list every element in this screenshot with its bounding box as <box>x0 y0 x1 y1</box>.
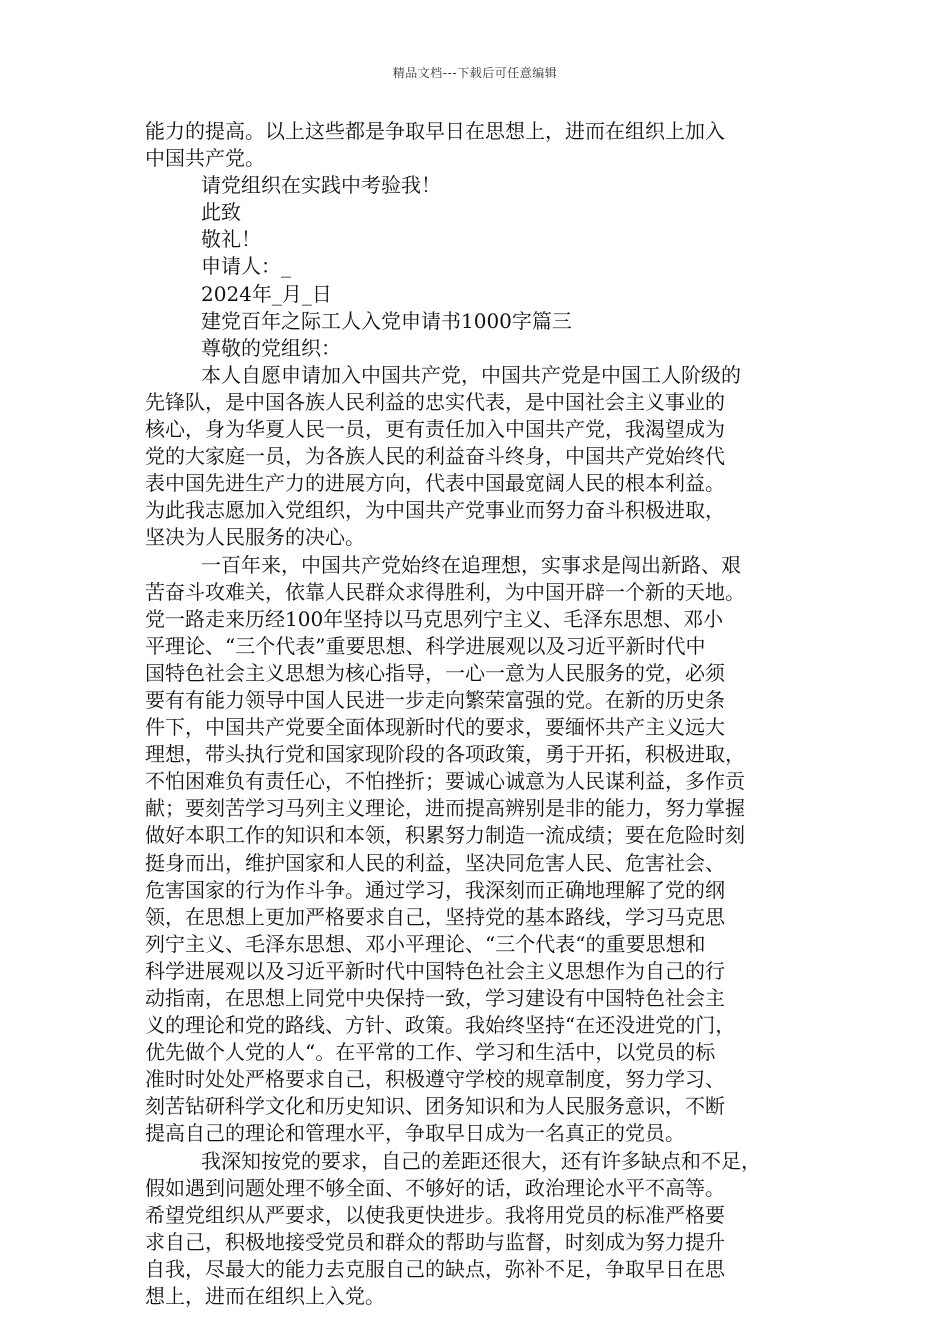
text-line: 本人自愿申请加入中国共产党，中国共产党是中国工人阶级的 <box>201 362 741 387</box>
text-line: 能力的提高。以上这些都是争取早日在思想上，进而在组织上加入 <box>145 119 725 143</box>
text-line: 建党百年之际工人入党申请书1000字篇三 <box>201 308 572 333</box>
text-line: 提高自己的理论和管理水平，争取早日成为一名真正的党员。 <box>145 1121 685 1146</box>
text-line: 挺身而出，维护国家和人民的利益，坚决同危害人民、危害社会、 <box>145 850 725 875</box>
text-line: 科学进展观以及习近平新时代中国特色社会主义思想作为自己的行 <box>145 958 725 983</box>
text-line: 苦奋斗攻难关，依靠人民群众求得胜利，为中国开辟一个新的天地。 <box>145 579 745 604</box>
text-line: 献；要刻苦学习马列主义理论，进而提高辨别是非的能力，努力掌握 <box>145 796 745 821</box>
text-line: 党的大家庭一员，为各族人民的利益奋斗终身，中国共产党始终代 <box>145 444 725 469</box>
text-line: 请党组织在实践中考验我！ <box>201 173 441 198</box>
text-line: 优先做个人党的人“。在平常的工作、学习和生活中，以党员的标 <box>145 1040 716 1065</box>
text-line: 做好本职工作的知识和本领，积累努力制造一流成绩；要在危险时刻 <box>145 823 745 848</box>
page-header: 精品文档---下载后可任意编辑 <box>392 66 558 80</box>
text-line: 申请人：_ <box>201 254 291 279</box>
text-line: 理想，带头执行党和国家现阶段的各项政策，勇于开拓，积极进取， <box>145 742 745 767</box>
text-line: 假如遇到问题处理不够全面、不够好的话，政治理论水平不高等。 <box>145 1175 725 1200</box>
text-line: 国特色社会主义思想为核心指导，一心一意为人民服务的党，必须 <box>145 660 725 685</box>
text-line: 2024年_月_日 <box>201 281 332 306</box>
text-line: 平理论、“三个代表”重要思想、科学进展观以及习近平新时代中 <box>145 633 706 658</box>
text-line: 党一路走来历经100年坚持以马克思列宁主义、毛泽东思想、邓小 <box>145 606 724 631</box>
text-line: 敬礼！ <box>201 227 261 252</box>
text-line: 不怕困难负有责任心，不怕挫折；要诚心诚意为人民谋利益，多作贡 <box>145 769 745 794</box>
text-line: 领，在思想上更加严格要求自己，坚持党的基本路线，学习马克思 <box>145 904 725 929</box>
text-line: 列宁主义、毛泽东思想、邓小平理论、“三个代表“的重要思想和 <box>145 931 706 956</box>
text-line: 件下，中国共产党要全面体现新时代的要求，要缅怀共产主义远大 <box>145 715 725 740</box>
text-line: 动指南，在思想上同党中央保持一致，学习建设有中国特色社会主 <box>145 986 725 1010</box>
text-line: 要有有能力领导中国人民进一步走向繁荣富强的党。在新的历史条 <box>145 687 725 712</box>
document-body <box>145 118 810 1310</box>
text-line: 刻苦钻研科学文化和历史知识、团务知识和为人民服务意识，不断 <box>145 1094 725 1119</box>
text-line: 义的理论和党的路线、方针、政策。我始终坚持“在还没进党的门， <box>145 1013 736 1038</box>
text-line: 我深知按党的要求，自己的差距还很大，还有许多缺点和不足， <box>201 1148 761 1173</box>
text-line: 尊敬的党组织： <box>201 335 341 360</box>
text-line: 表中国先进生产力的进展方向，代表中国最宽阔人民的根本利益。 <box>145 471 725 496</box>
text-line: 求自己，积极地接受党员和群众的帮助与监督，时刻成为努力提升 <box>145 1229 725 1254</box>
text-line: 一百年来，中国共产党始终在追理想，实事求是闯出新路、艰 <box>201 552 741 577</box>
text-line: 此致 <box>201 200 241 225</box>
text-line: 坚决为人民服务的决心。 <box>145 525 365 550</box>
text-line: 先锋队，是中国各族人民利益的忠实代表，是中国社会主义事业的 <box>145 389 725 414</box>
text-line: 准时时处处严格要求自己，积极遵守学校的规章制度，努力学习、 <box>145 1067 725 1092</box>
text-line: 核心，身为华夏人民一员，更有责任加入中国共产党，我渴望成为 <box>145 417 725 442</box>
text-line: 自我，尽最大的能力去克服自己的缺点，弥补不足，争取早日在思 <box>145 1256 725 1281</box>
text-line: 危害国家的行为作斗争。通过学习，我深刻而正确地理解了党的纲 <box>145 877 725 902</box>
text-line: 中国共产党。 <box>145 146 265 171</box>
text-line: 想上，进而在组织上入党。 <box>145 1284 385 1309</box>
text-line: 希望党组织从严要求，以使我更快进步。我将用党员的标准严格要 <box>145 1202 725 1227</box>
text-line: 为此我志愿加入党组织，为中国共产党事业而努力奋斗积极进取， <box>145 498 725 523</box>
